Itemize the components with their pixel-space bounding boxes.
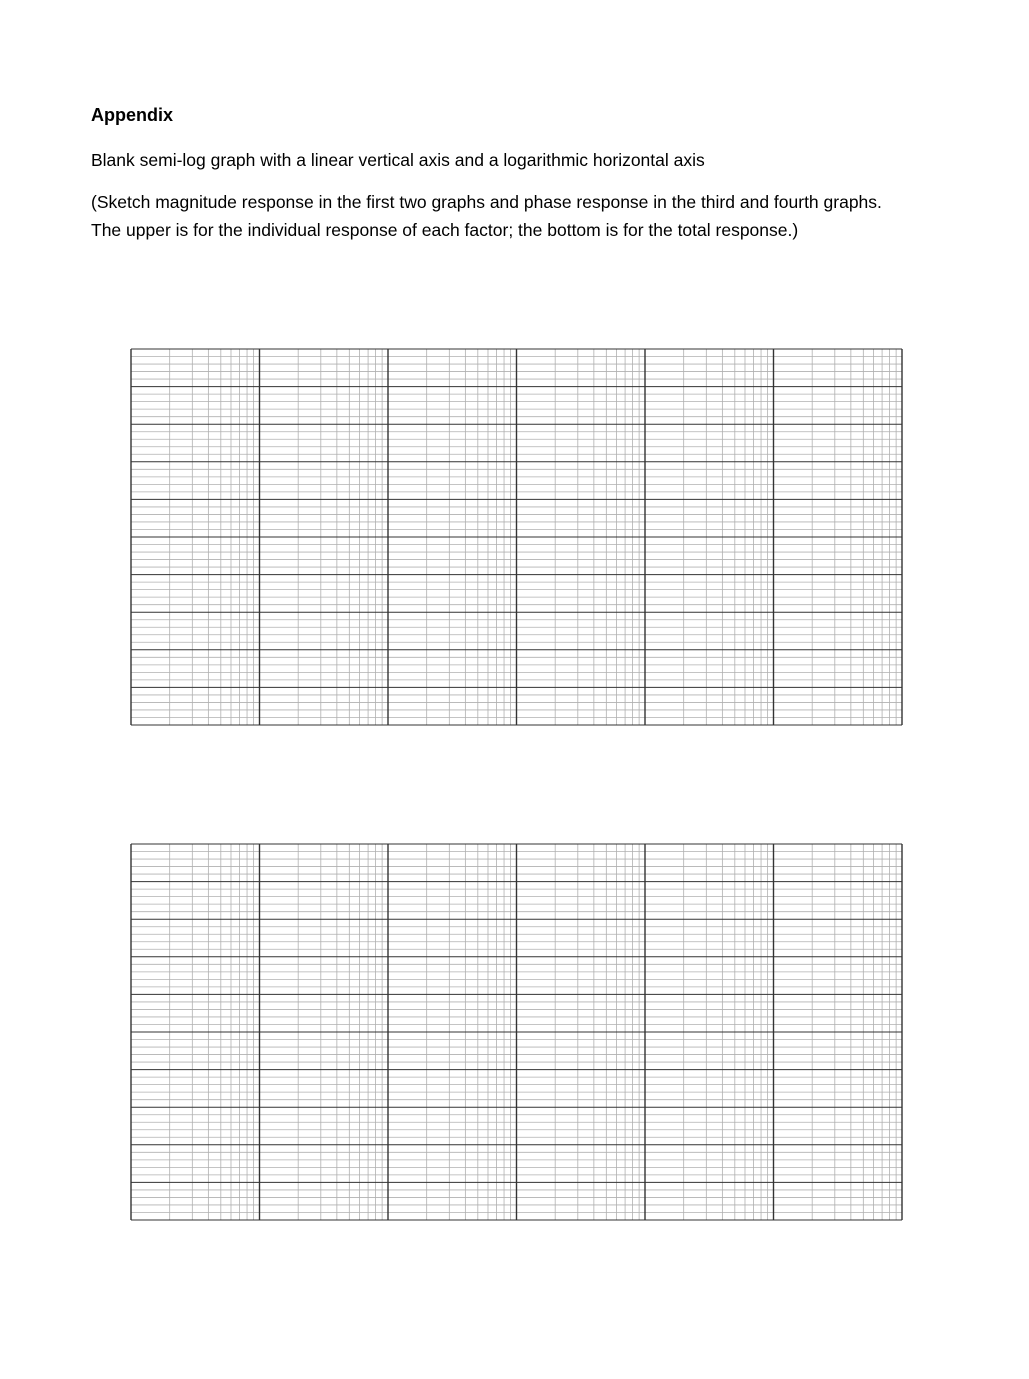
instructions-line-2: The upper is for the individual response of each factor; the bottom is for the total response.) — [91, 220, 799, 240]
lower-graph — [129, 842, 904, 1222]
instructions-line-1: (Sketch magnitude response in the first two graphs and phase response in the third and fourth graphs. — [91, 192, 882, 212]
upper-graph — [129, 347, 904, 727]
sketch-instructions — [91, 188, 882, 244]
upper-graph-svg — [129, 347, 904, 727]
graph-description: Blank semi-log graph with a linear vertical axis and a logarithmic horizontal axis — [91, 150, 705, 170]
lower-graph-svg — [129, 842, 904, 1222]
page-heading: Appendix — [91, 105, 174, 125]
